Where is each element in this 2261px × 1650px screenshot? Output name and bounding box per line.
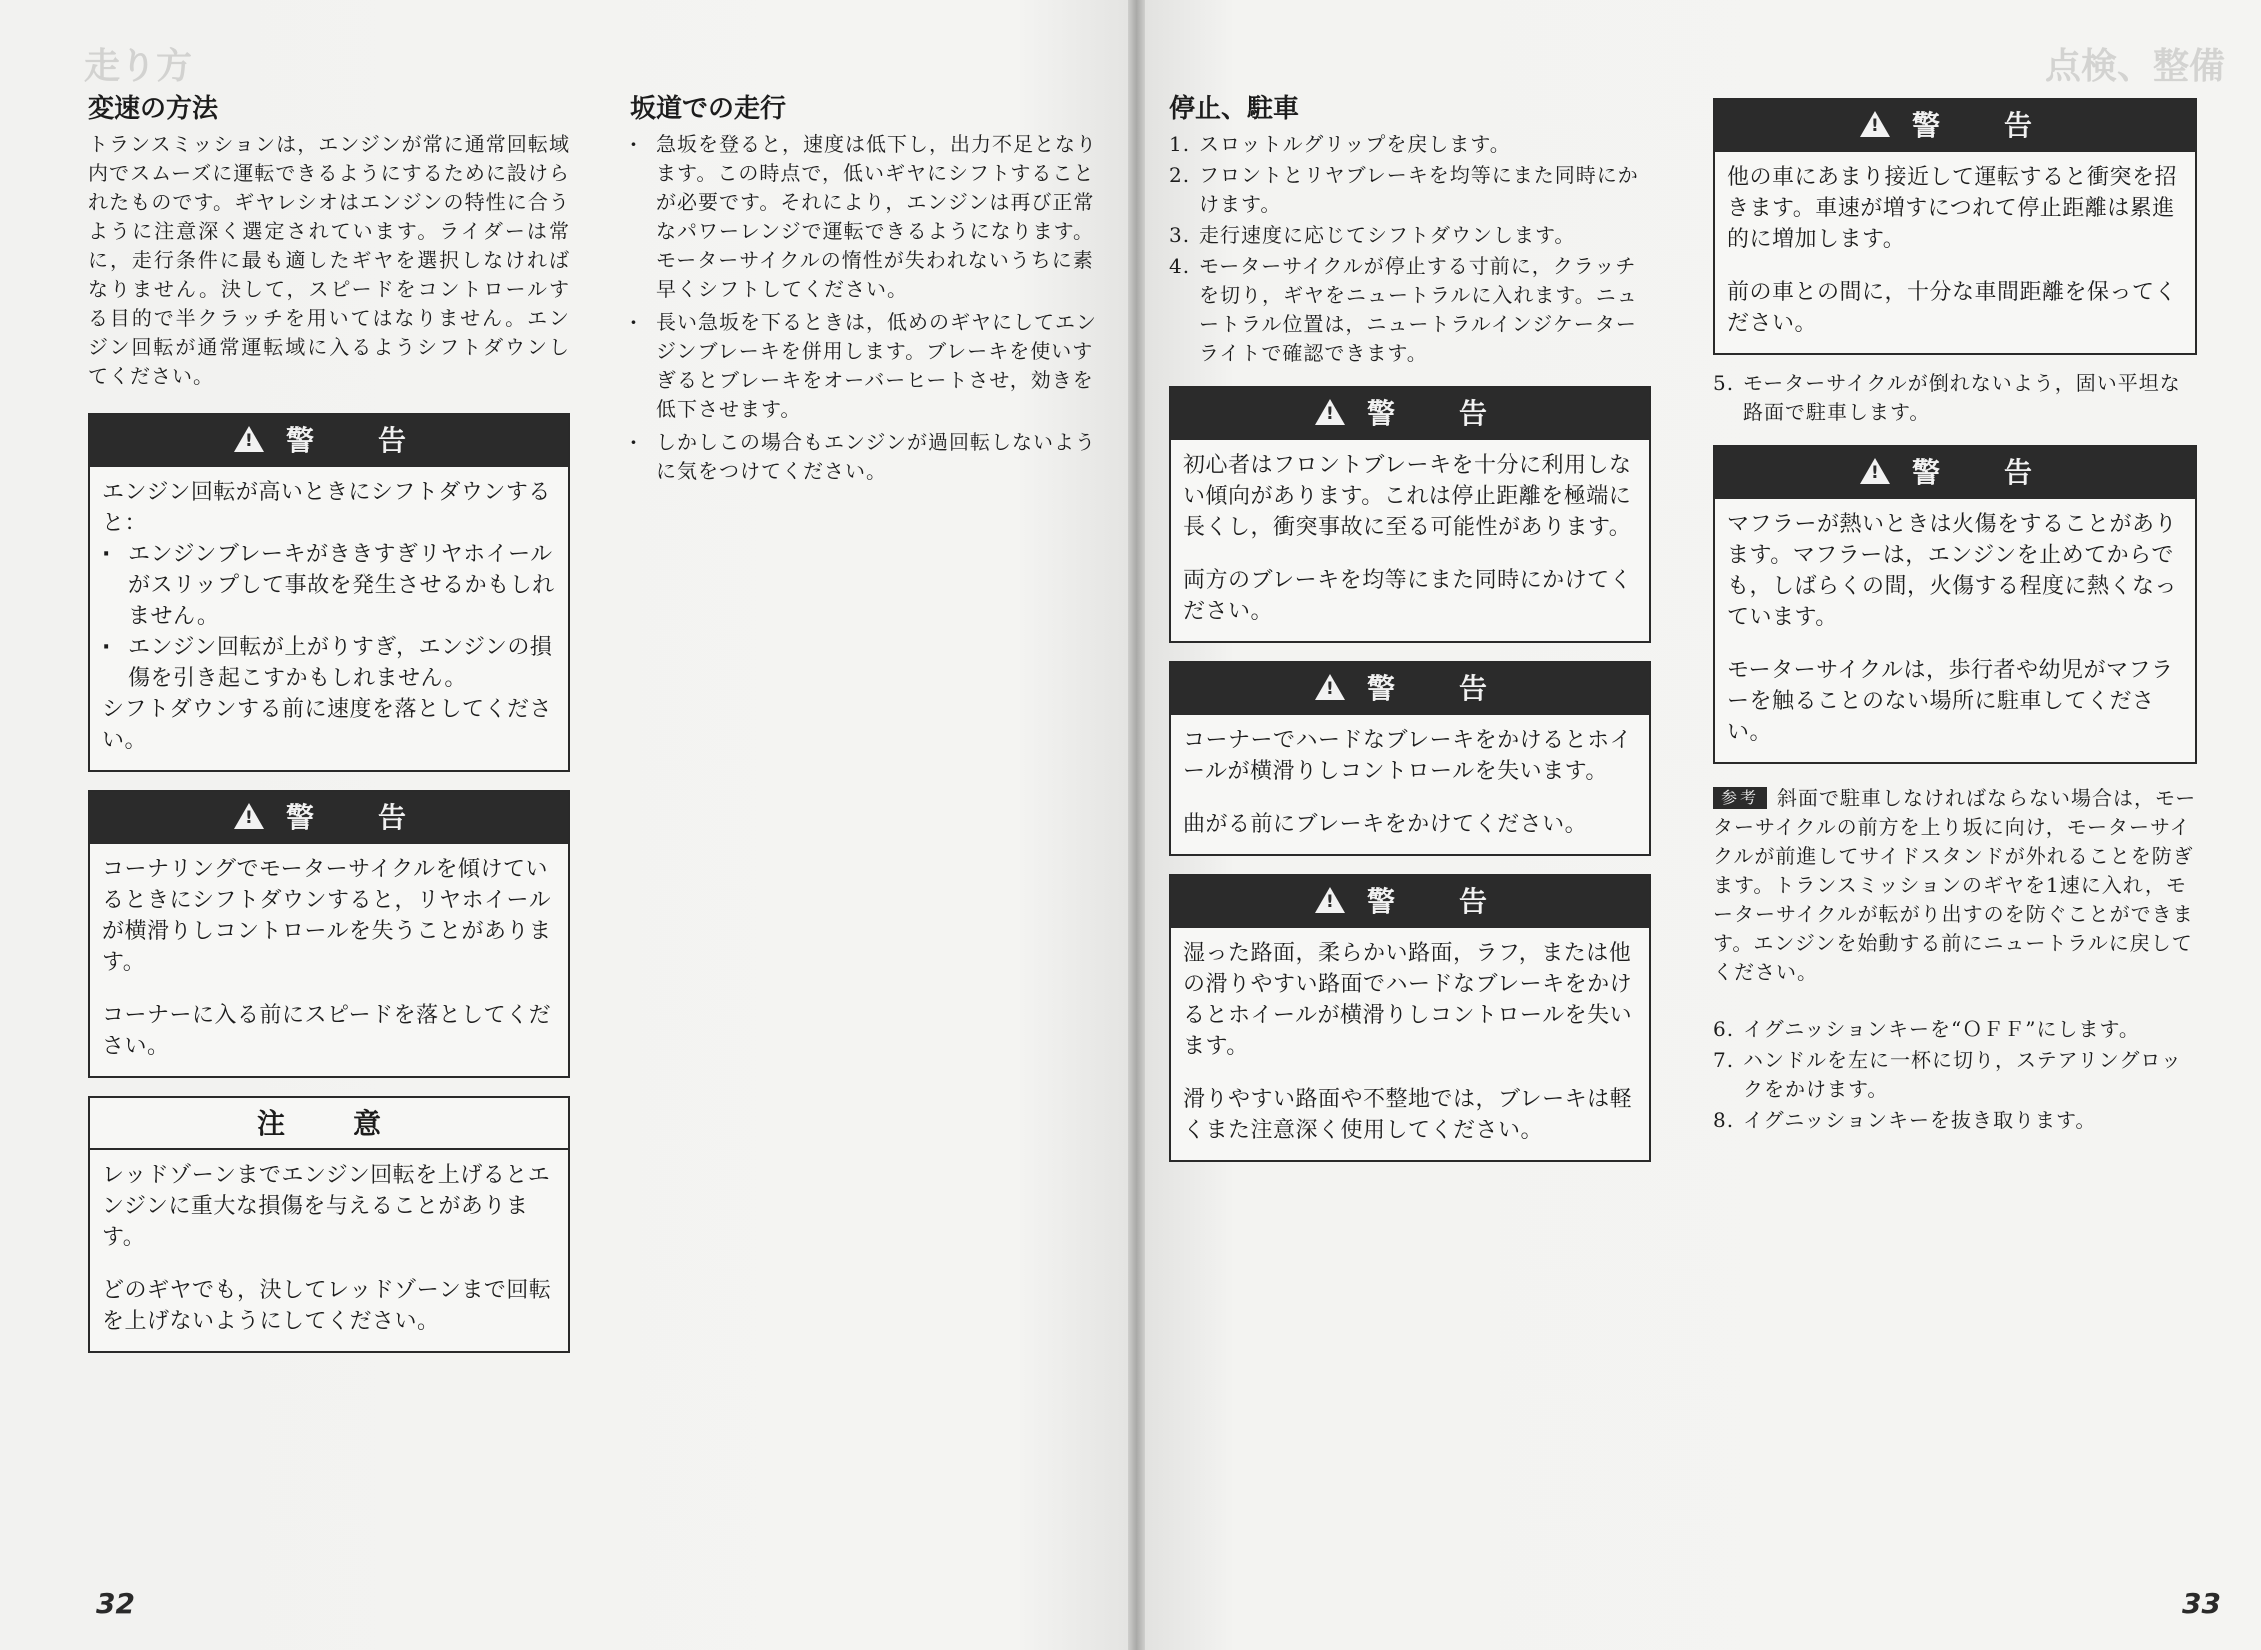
right-page-header: 点検、整備 xyxy=(2044,46,2225,87)
warning-lead: エンジン回転が高いときにシフトダウンすると： xyxy=(102,480,551,536)
stop-step: 6. イグニッションキーを“ＯＦＦ”にします。 xyxy=(1713,1017,2140,1041)
warning-header: !警 告 xyxy=(1715,447,2195,499)
right-column-1 xyxy=(1169,92,1651,1162)
stop-step: 5. モーターサイクルが倒れないよう，固い平坦な路面で駐車します。 xyxy=(1713,371,2181,424)
warning-box-cornering xyxy=(88,790,570,1078)
warning-box-corner-brake xyxy=(1169,661,1651,856)
warning-advice: コーナーに入る前にスピードを落としてください。 xyxy=(102,1003,552,1059)
right-column-2 xyxy=(1713,98,2197,1137)
left-column-1 xyxy=(88,92,570,1353)
warning-text: 他の車にあまり接近して運転すると衝突を招きます。車速が増すにつれて停止距離は累進的に増加します。 xyxy=(1727,165,2178,252)
warning-box-front-brake xyxy=(1169,386,1651,643)
warning-box-downshift xyxy=(88,413,570,772)
warning-header: !警 告 xyxy=(90,415,568,467)
caution-header: 注 意 xyxy=(90,1098,568,1150)
stop-step: 4. モーターサイクルが停止する寸前に，クラッチを切り，ギヤをニュートラルに入れます。ニュートラル位置は，ニュートラルインジケーターライトで確認できます。 xyxy=(1169,254,1638,365)
note-tag: 参考 xyxy=(1713,787,1767,809)
warning-advice: 前の車との間に，十分な車間距離を保ってください。 xyxy=(1727,280,2178,336)
right-page xyxy=(1145,0,2261,1650)
warning-triangle-icon xyxy=(1315,399,1345,425)
warning-item: · エンジン回転が上がりすぎ，エンジンの損傷を引き起こすかもしれません。 xyxy=(102,632,556,694)
section-title-shift: 変速の方法 xyxy=(88,94,219,124)
stop-step: 3. 走行速度に応じてシフトダウンします。 xyxy=(1169,223,1576,247)
caution-text: レッドゾーンまでエンジン回転を上げるとエンジンに重大な損傷を与えることがあります。 xyxy=(102,1163,551,1250)
stop-step: 8. イグニッションキーを抜き取ります。 xyxy=(1713,1108,2097,1132)
note-text: 斜面で駐車しなければならない場合は，モーターサイクルの前方を上り坂に向け，モーターサイクルが前進してサイドスタンドが外れることを防ぎます。トランスミッションのギヤを1速に入れ，モーターサイクルが転がり出すのを防ぐことができます。エンジンを始動する前にニュートラルに戻してください。 xyxy=(1713,786,2197,984)
warning-header: !警 告 xyxy=(1171,388,1649,440)
warning-advice: シフトダウンする前に速度を落としてください。 xyxy=(102,697,553,753)
left-page-header: 走り方 xyxy=(84,46,193,87)
warning-triangle-icon xyxy=(234,803,264,829)
caution-box-redzone xyxy=(88,1096,570,1353)
section-title-stop: 停止、駐車 xyxy=(1169,94,1300,124)
book-gutter xyxy=(1128,0,1145,1650)
warning-advice: 両方のブレーキを均等にまた同時にかけてください。 xyxy=(1183,568,1633,624)
warning-advice: モーターサイクルは，歩行者や幼児がマフラーを触ることのない場所に駐車してください。 xyxy=(1727,658,2174,745)
warning-box-distance xyxy=(1713,98,2197,355)
stop-step: 1. スロットルグリップを戻します。 xyxy=(1169,132,1511,156)
warning-header: !警 告 xyxy=(1715,100,2195,152)
warning-text: 初心者はフロントブレーキを十分に利用しない傾向があります。これは停止距離を極端に長くし，衝突事故に至る可能性があります。 xyxy=(1183,453,1632,540)
left-column-2 xyxy=(630,92,1112,490)
warning-text: コーナリングでモーターサイクルを傾けているときにシフトダウンすると，リヤホイールが横滑りしコントロールを失うことがあります。 xyxy=(102,857,552,975)
page-number-left: 32 xyxy=(96,1587,135,1620)
slope-item: · 急坂を登ると，速度は低下し，出力不足となります。この時点で，低いギヤにシフトすることが必要です。それにより，エンジンは再び正常なパワーレンジで運転できるようになります。モーターサイクルの惰性が失われないうちに素早くシフトしてください。 xyxy=(630,130,1112,304)
note-paragraph xyxy=(1713,784,2197,987)
left-page xyxy=(0,0,1128,1650)
warning-box-muffler xyxy=(1713,445,2197,764)
page-number-right: 33 xyxy=(2182,1587,2221,1620)
warning-advice: 曲がる前にブレーキをかけてください。 xyxy=(1183,812,1588,837)
warning-text: コーナーでハードなブレーキをかけるとホイールが横滑りしコントロールを失います。 xyxy=(1183,728,1633,784)
warning-item: · エンジンブレーキがききすぎリヤホイールがスリップして事故を発生させるかもしれません。 xyxy=(102,539,556,632)
warning-triangle-icon xyxy=(1315,887,1345,913)
warning-advice: 滑りやすい路面や不整地では，ブレーキは軽くまた注意深く使用してください。 xyxy=(1183,1087,1633,1143)
slope-item: · しかしこの場合もエンジンが過回転しないように気をつけてください。 xyxy=(630,428,1112,486)
warning-text: 湿った路面，柔らかい路面，ラフ，または他の滑りやすい路面でハードなブレーキをかけるとホイールが横滑りしコントロールを失います。 xyxy=(1183,941,1633,1059)
warning-header: !警 告 xyxy=(1171,876,1649,928)
warning-triangle-icon xyxy=(1860,111,1890,137)
slope-item: · 長い急坂を下るときは，低めのギヤにしてエンジンブレーキを併用します。ブレーキを使いすぎるとブレーキをオーバーヒートさせ，効きを低下させます。 xyxy=(630,308,1112,424)
warning-triangle-icon xyxy=(1315,674,1345,700)
warning-triangle-icon xyxy=(234,426,264,452)
warning-box-slippery xyxy=(1169,874,1651,1162)
stop-step: 2. フロントとリヤブレーキを均等にまた同時にかけます。 xyxy=(1169,163,1639,216)
stop-step: 7. ハンドルを左に一杯に切り，ステアリングロックをかけます。 xyxy=(1713,1048,2182,1101)
section-title-slope: 坂道での走行 xyxy=(630,94,787,124)
warning-header: !警 告 xyxy=(1171,663,1649,715)
warning-header: !警 告 xyxy=(90,792,568,844)
caution-advice: どのギヤでも，決してレッドゾーンまで回転を上げないようにしてください。 xyxy=(102,1278,552,1334)
warning-text: マフラーが熱いときは火傷をすることがあります。マフラーは，エンジンを止めてからでも，しばらくの間，火傷する程度に熱くなっています。 xyxy=(1727,512,2178,630)
shift-body: トランスミッションは，エンジンが常に通常回転域内でスムーズに運転できるようにするために設けられたものです。ギヤレシオはエンジンの特性に合うように注意深く選定されています。ライダーは常に，走行条件に最も適したギヤを選択しなければなりません。決して，スピードをコントロールする目的で半クラッチを用いてはなりません。エンジン回転が通常運転域に入るようシフトダウンしてください。 xyxy=(88,132,570,388)
warning-triangle-icon xyxy=(1860,458,1890,484)
